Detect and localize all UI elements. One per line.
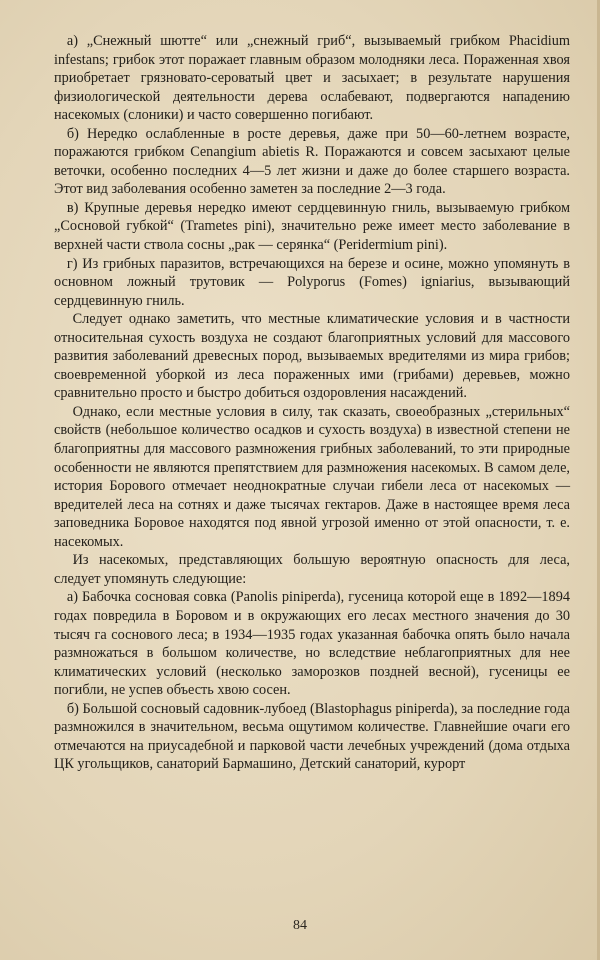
paragraph-climate-conditions: Следует однако заметить, что местные климатические условия и в частности относительная сухость воздуха не создают благоприятных условий для массового развития заболеваний древесных пород, вызываемых вредителями из мира грибов; своевременной уборкой из леса пораженных ими (грибами) деревьев, можно сравнительно просто и быстро добиться оздоровления насаждений. <box>54 311 570 402</box>
paragraph-insects-intro: Из насекомых, представляющих большую вероятную опасность для леса, следует упомянуть следующие: <box>54 552 570 587</box>
paragraph-pine-moth: а) Бабочка сосновая совка (Panolis piniperda), гусеница которой еще в 1892—1894 годах повредила в Боровом и в окружающих его лесах местного значения до 30 тысяч га соснового леса; в 1934—1935 годах указанная бабочка опять было начала размножаться в большом количестве, но вследствие неблагоприятных для нее климатических условий (несколько заморозков поздней весной), гусеницы ее погибли, не успев объесть хвою сосен. <box>54 589 570 699</box>
paragraph-cenangium: б) Нередко ослабленные в росте деревья, даже при 50—60-летнем возрасте, поражаются грибком Cenangium abietis R. Поражаются и совсем засыхают целые веточки, особенно последних 4—5 лет жизни и даже до более старшего возраста. Этот вид заболевания особенно заметен за последние 2—3 года. <box>54 125 570 198</box>
book-page <box>54 32 570 932</box>
paragraph-snow-shutte: а) „Снежный шютте“ или „снежный гриб“, вызываемый грибком Phacidium infestans; грибок этот поражает главным образом молодняки леса. Пораженная хвоя приобретает грязновато-сероватый цвет и засыхает; в результате нарушения физиологической деятельности дерева ослабевают, подвергаются нападению насекомых (слоники) и часто совершенно погибают. <box>54 33 570 124</box>
page-number: 84 <box>293 918 307 933</box>
paragraph-birch-aspen-fungi: г) Из грибных паразитов, встречающихся на березе и осине, можно упомянуть в основном ложный трутовик — Polyporus (Fomes) igniarius, вызывающий сердцевинную гниль. <box>54 255 570 309</box>
paragraph-heart-rot: в) Крупные деревья нередко имеют сердцевинную гниль, вызываемую грибком „Сосновой губкой“ (Trametes pini), значительно реже имеет место заболевание в верхней части ствола сосны „рак — серянка“ (Peridermium pini). <box>54 199 570 254</box>
paragraph-insect-threat: Однако, если местные условия в силу, так сказать, своеобразных „стерильных“ свойств (небольшое количество осадков и сухость воздуха) в известной степени не благоприятны для массового размножения грибных заболеваний, то эти природные особенности не являются препятствием для размножения насекомых. В самом деле, история Борового отмечает неоднократные случаи гибели леса от насекомых — вредителей леса на сотнях и даже тысячах гектаров. Даже в настоящее время леса заповедника Боровое находятся под явной угрозой именно от этой опасности, т. е. насекомых. <box>54 403 570 550</box>
paragraph-pine-beetle: б) Большой сосновый садовник-лубоед (Blastophagus piniperda), за последние года размножился в значительном, весьма ощутимом количестве. Главнейшие очаги его отмечаются на приусадебной и парковой части лечебных учреждений (дома отдыха ЦК угольщиков, санаторий Бармашино, Детский санаторий, курорт <box>54 700 570 773</box>
